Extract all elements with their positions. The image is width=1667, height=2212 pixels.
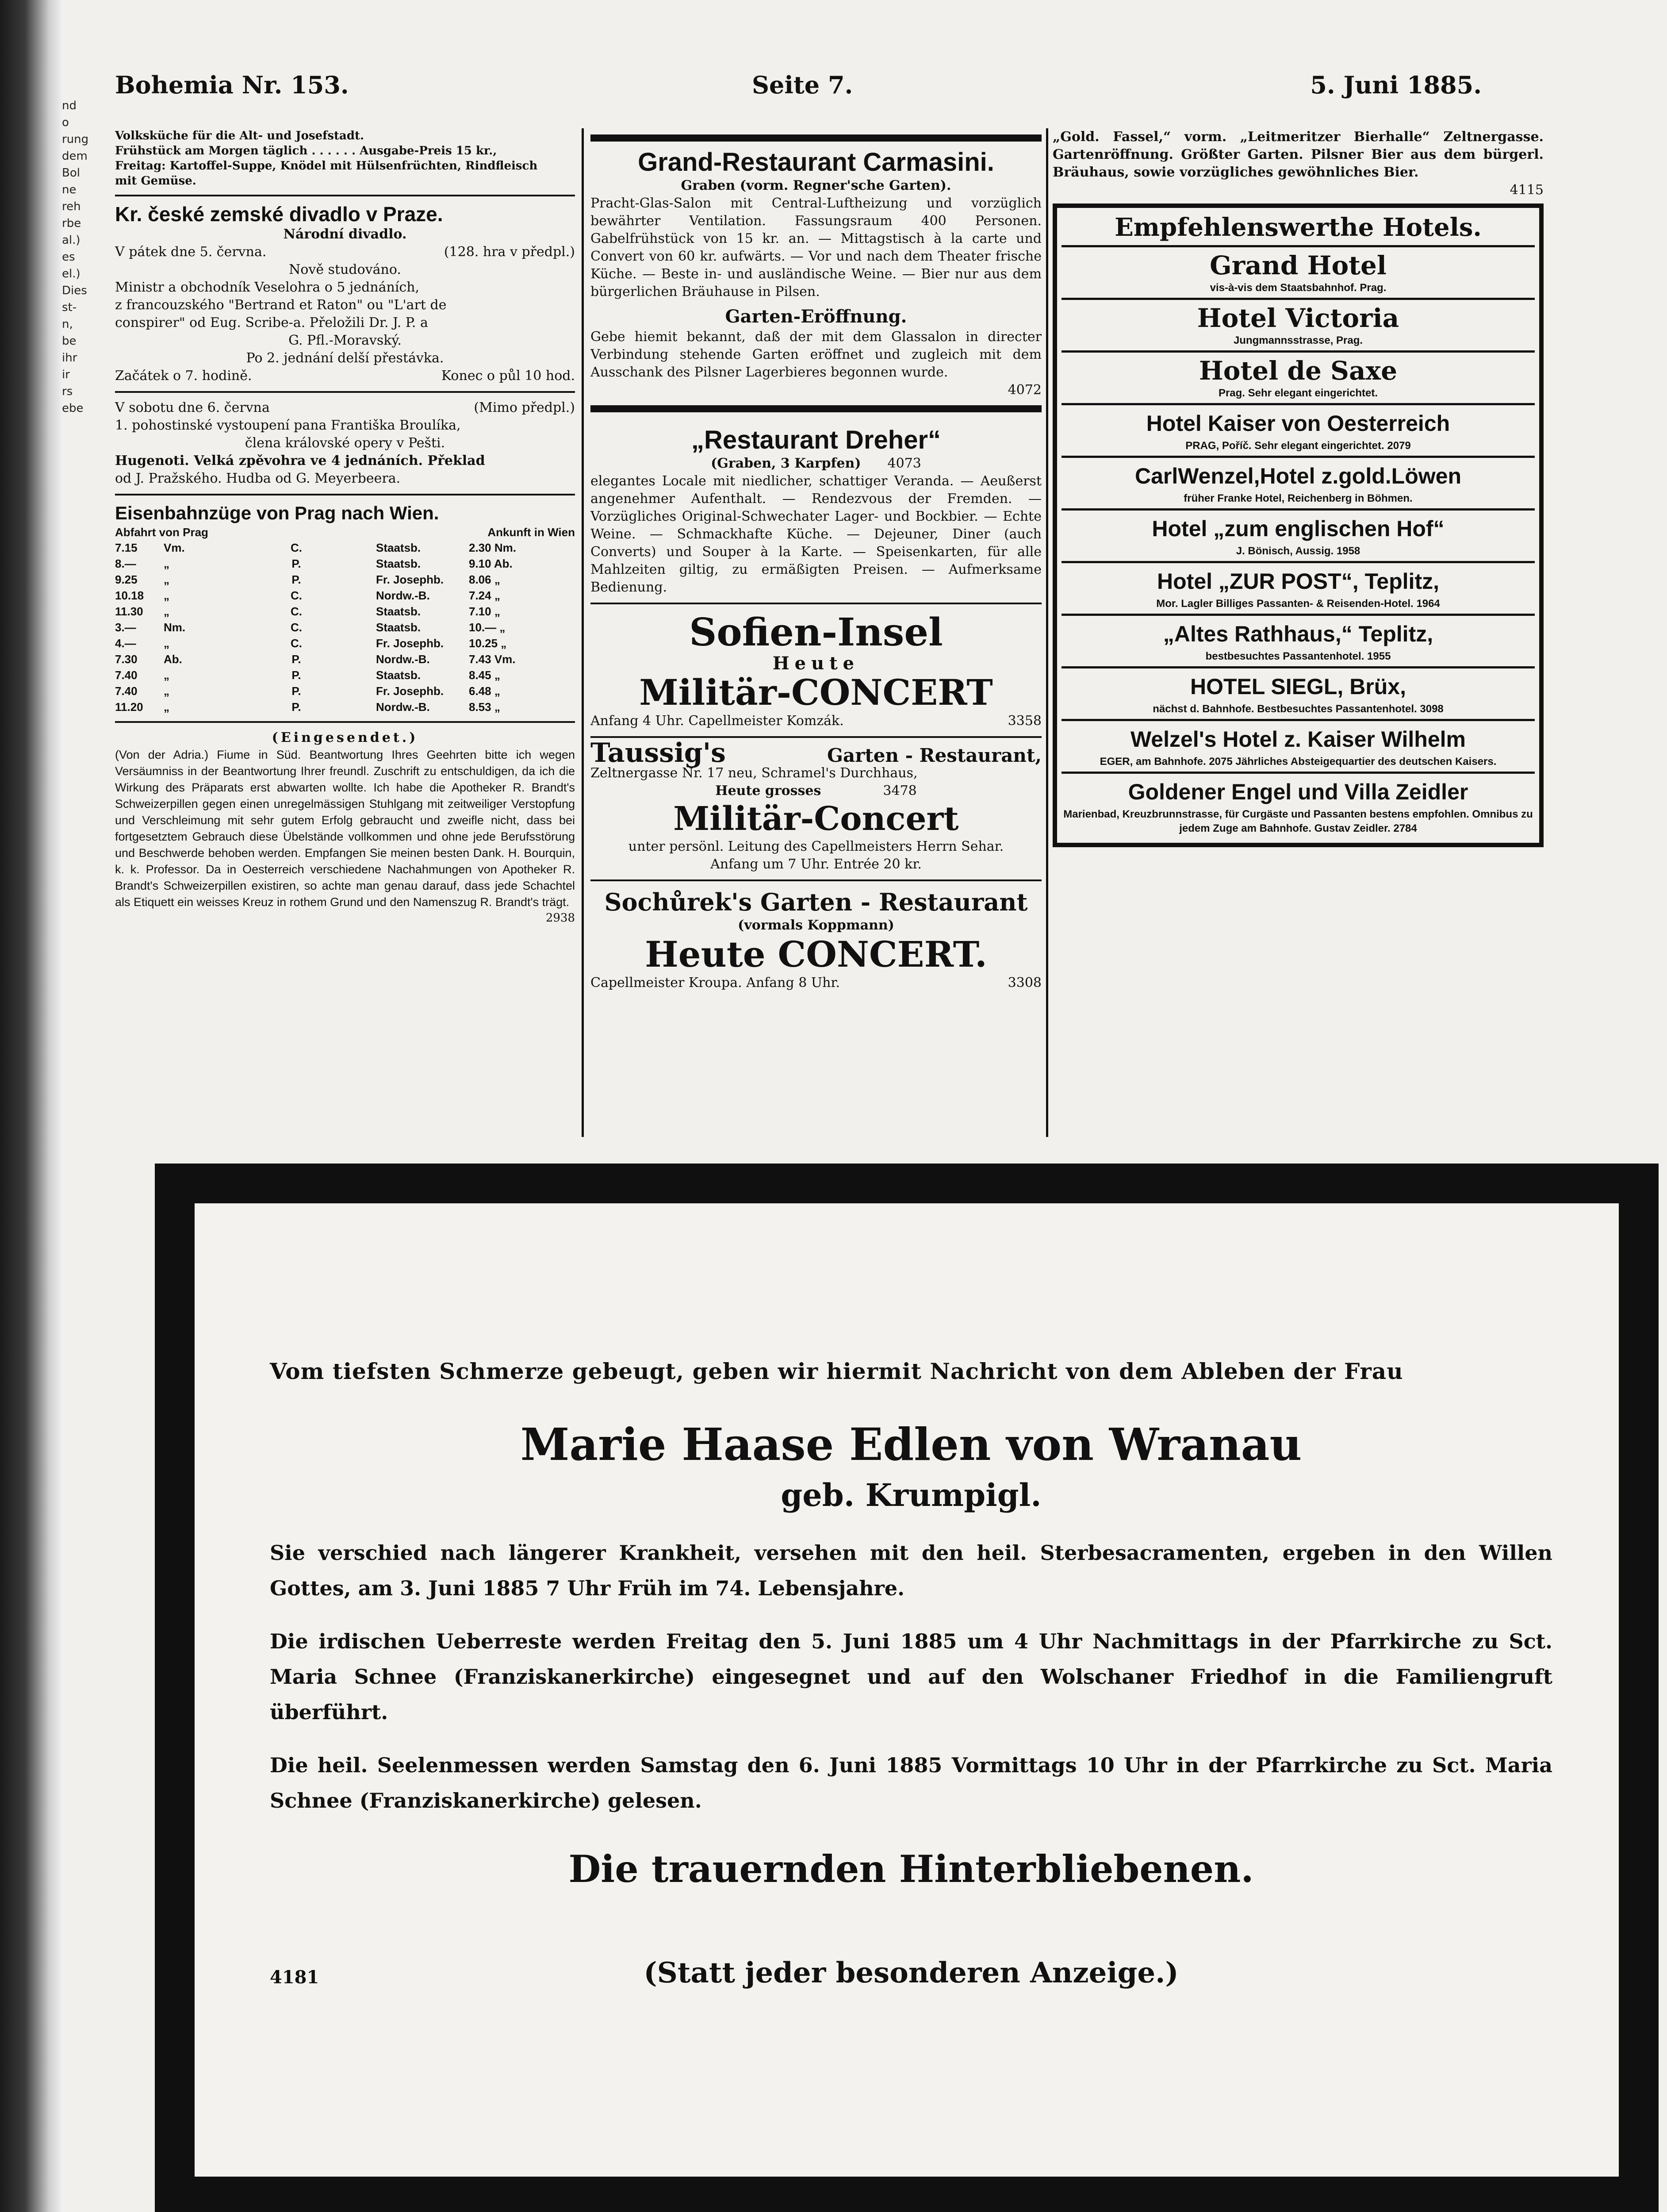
- taussig-concert: Militär-Concert: [673, 800, 959, 838]
- train-cell: Fr. Josephb.: [376, 684, 444, 698]
- train-row: [115, 619, 575, 635]
- dreher-text: elegantes Locale mit niedlicher, schattiger Veranda. — Aeußerst angenehmer Aufenthalt. — Rendezvous der Fremden. — Vorzügliches Original-Schwechater Lager- und Bockbier. — Echte Weine. — Schmackhafte Küche. — Dejeuner, Diner (auch Converts) und Souper à la Karte. — Speisenkarten, für alle Mahlzeiten giltig, zu ermäßigten Preisen. — Aufmerksame Bedienung.: [590, 473, 1042, 595]
- taussig-address: Zeltnergasse Nr. 17 neu, Schramel's Durchhaus,: [590, 765, 918, 781]
- train-cell: Vm.: [164, 541, 185, 554]
- train-cell: P.: [291, 557, 301, 570]
- train-cell: Staatsb.: [376, 621, 421, 634]
- friday-line: V pátek dne 5. června. (128. hra v předpl.): [115, 244, 575, 260]
- page-header: [115, 71, 1482, 106]
- train-cell: 9.25: [115, 573, 138, 586]
- notice-intro: Vom tiefsten Schmerze gebeugt, geben wir hiermit Nachricht von dem Ableben der Frau: [270, 1358, 1403, 1384]
- hotel-entry: [1062, 721, 1535, 774]
- column-1: [115, 128, 575, 926]
- hotel-subtitle: nächst d. Bahnhofe. Bestbesuchtes Passantenhotel. 3098: [1153, 703, 1444, 715]
- hotel-subtitle: früher Franke Hotel, Reichenberg in Böhmen.: [1184, 492, 1413, 504]
- train-row: [115, 572, 575, 588]
- taussig-line2: Anfang um 7 Uhr. Entrée 20 kr.: [710, 856, 922, 872]
- dreher-title: „Restaurant Dreher“: [691, 426, 941, 454]
- hotel-name: Hotel de Saxe: [1199, 356, 1397, 386]
- hotels-box: [1053, 204, 1544, 847]
- train-row: [115, 651, 575, 667]
- friday-play: Ministr a obchodník Veselohra o 5 jednáních,: [115, 280, 420, 295]
- train-row: [115, 588, 575, 603]
- trains-table: [115, 540, 575, 715]
- train-cell: C.: [291, 541, 302, 554]
- notice-paragraph-1: Sie verschied nach längerer Krankheit, versehen mit den heil. Sterbesacramenten, ergeben in den Willen Gottes, am 3. Juni 1885 7 Uhr Früh im 74. Lebensjahre.: [270, 1541, 1552, 1600]
- hotel-name: „Altes Rathhaus,“ Teplitz,: [1163, 622, 1433, 646]
- friday-play-4: G. Pfl.-Moravský.: [288, 333, 402, 348]
- friday-pause: Po 2. jednání delší přestávka.: [246, 350, 444, 366]
- sofien-title: Sofien-Insel: [689, 610, 943, 655]
- friday-times: Začátek o 7. hodině. Konec o půl 10 hod.: [115, 368, 575, 384]
- gold-fassel-ad: „Gold. Fassel,“ vorm. „Leitmeritzer Bierhalle“ Zeltnergasse. Gartenröffnung. Größter Garten. Pilsner Bier aus dem bürgerl. Bräuhaus, sowie vorzügliches gewöhnliches Bier.: [1053, 129, 1544, 180]
- sofien-heute: Heute: [772, 653, 860, 674]
- hotel-entry: [1062, 353, 1535, 405]
- hotel-subtitle: J. Bönisch, Aussig. 1958: [1236, 545, 1360, 557]
- train-cell: 7.40: [115, 684, 138, 698]
- hotel-name: Hotel „ZUR POST“, Teplitz,: [1157, 569, 1439, 594]
- notice-paragraph-3: Die heil. Seelenmessen werden Samstag den 6. Juni 1885 Vormittags 10 Uhr in der Pfarrkirche zu Sct. Maria Schnee (Franziskanerkirche) gelesen.: [270, 1753, 1552, 1813]
- notice-footer: 4181 (Statt jeder besonderen Anzeige.): [270, 1955, 1552, 1991]
- notice-signature: Die trauernden Hinterbliebenen.: [568, 1847, 1254, 1891]
- train-cell: 7.10 „: [469, 605, 500, 618]
- hotel-name: Hotel „zum englischen Hof“: [1152, 516, 1445, 541]
- train-cell: 3.—: [115, 621, 136, 634]
- train-cell: 8.53 „: [469, 700, 500, 714]
- hotel-subtitle: Marienbad, Kreuzbrunnstrasse, für Curgäste und Passanten bestens empfohlen. Omnibus zu jedem Zuge am Bahnhofe. Gustav Zeidler. 2784: [1063, 808, 1533, 834]
- column-3: [1053, 128, 1544, 847]
- carmasini-subtitle: Graben (vorm. Regner'sche Garten).: [681, 178, 951, 193]
- hotel-name: Goldener Engel und Villa Zeidler: [1128, 780, 1468, 804]
- hotel-entry: [1062, 458, 1535, 511]
- facing-page-fragments: nd o rung dem Bol ne reh rbe al.) es el.) Dies st- n, be ihr ir rs ebe: [62, 99, 89, 415]
- sochurek-concert: Heute CONCERT.: [645, 933, 987, 975]
- header-page-number: Seite 7.: [752, 71, 853, 99]
- train-cell: Nordw.-B.: [376, 589, 430, 602]
- train-cell: C.: [291, 637, 302, 650]
- train-cell: Staatsb.: [376, 605, 421, 618]
- train-cell: Staatsb.: [376, 668, 421, 682]
- train-cell: 7.24 „: [469, 589, 500, 602]
- death-notice: [155, 1164, 1659, 2212]
- header-date: 5. Juni 1885.: [1310, 71, 1482, 99]
- hotel-name: Grand Hotel: [1210, 250, 1387, 280]
- hotel-entry: [1062, 616, 1535, 668]
- train-cell: 11.20: [115, 700, 143, 714]
- hotels-box-title: Empfehlenswerthe Hotels.: [1062, 210, 1535, 247]
- train-cell: „: [164, 573, 169, 586]
- train-row: [115, 635, 575, 651]
- hotel-subtitle: vis-à-vis dem Staatsbahnhof. Prag.: [1210, 282, 1387, 294]
- hotels-list: [1062, 247, 1535, 838]
- train-cell: 6.48 „: [469, 684, 500, 698]
- column-rule-2: [1046, 128, 1048, 1137]
- saturday-guest: 1. pohostinské vystoupení pana Františka Broulíka,: [115, 418, 461, 433]
- notice-paragraph-2: Die irdischen Ueberreste werden Freitag den 5. Juni 1885 um 4 Uhr Nachmittags in der Pfarrkirche zu Sct. Maria Schnee (Franziskanerkirche) eingesegnet und auf den Wolschaner Friedhof in die Familiengruft überführt.: [270, 1629, 1552, 1724]
- hotel-entry: [1062, 300, 1535, 353]
- train-cell: P.: [291, 653, 301, 666]
- taussig-head: Taussig's Garten - Restaurant,: [590, 737, 1042, 768]
- hotel-entry: [1062, 774, 1535, 838]
- hotel-subtitle: PRAG, Poříč. Sehr elegant eingerichtet. 2079: [1185, 440, 1411, 452]
- hotel-entry: [1062, 511, 1535, 563]
- eingesendet-text: (Von der Adria.) Fiume in Süd. Beantwortung Ihres Geehrten bitte ich wegen Versäumniss in der Beantwortung Ihrer freundl. Zuschrift zu entschuldigen, da ich die Wirkung des Präparats erst abwarten wollte. Ich habe die Apotheker R. Brandt's Schweizerpillen gegen einen unregelmässigen Stuhlgang mit zeitweiliger Verstopfung und Verschleimung mit sehr gutem Erfolg gebraucht und zweifle nicht, dass bei fortgesetztem Gebrauch diese Übelstände vollkommen und ohne jede Berufsstörung und Beschwerde behoben werden. Empfangen Sie meinen besten Dank. H. Bourquin, k. k. Professor. Da in Oesterreich verschiedene Nachahmungen von Apotheker R. Brandt's Schweizerpillen existiren, so achte man genau darauf, dass jede Schachtel als Etiquett ein weisses Kreuz in rothem Grund und den Namenszug R. Brandt's trägt.: [115, 748, 575, 909]
- train-row: [115, 683, 575, 699]
- death-notice-content: [270, 1354, 1552, 1991]
- hotel-name: Hotel Victoria: [1197, 303, 1399, 333]
- train-cell: „: [164, 605, 169, 618]
- taussig-heute-row: Heute grosses 3478: [715, 783, 917, 799]
- train-cell: 10.25 „: [469, 637, 507, 650]
- friday-play-3: conspirer" od Eug. Scribe-a. Přeložili Dr. J. P. a: [115, 315, 428, 330]
- train-cell: Nordw.-B.: [376, 700, 430, 714]
- hotel-entry: [1062, 668, 1535, 721]
- train-cell: C.: [291, 621, 302, 634]
- train-row: [115, 699, 575, 715]
- hotel-name: Welzel's Hotel z. Kaiser Wilhelm: [1130, 727, 1466, 752]
- sochurek-title: Sochůrek's Garten - Restaurant: [604, 888, 1028, 916]
- train-cell: 7.15: [115, 541, 138, 554]
- train-cell: 10.— „: [469, 621, 506, 634]
- sochurek-line: Capellmeister Kroupa. Anfang 8 Uhr. 3308: [590, 975, 1042, 991]
- train-row: [115, 667, 575, 683]
- gold-fassel-number: 4115: [1510, 182, 1544, 198]
- train-row: [115, 540, 575, 556]
- notice-maiden-name: geb. Krumpigl.: [781, 1477, 1042, 1513]
- carmasini-title: Grand-Restaurant Carmasini.: [638, 148, 994, 177]
- hotel-entry: [1062, 563, 1535, 616]
- hotel-entry: [1062, 247, 1535, 300]
- hotel-name: CarlWenzel,Hotel z.gold.Löwen: [1134, 464, 1461, 488]
- friday-play-2: z francouzského "Bertrand et Raton" ou "L'art de: [115, 297, 447, 313]
- train-cell: Staatsb.: [376, 557, 421, 570]
- train-cell: 8.06 „: [469, 573, 500, 586]
- train-row: [115, 603, 575, 619]
- train-cell: „: [164, 557, 169, 570]
- hotel-name: Hotel Kaiser von Oesterreich: [1146, 411, 1450, 436]
- train-cell: P.: [291, 700, 301, 714]
- column-2: [590, 128, 1042, 992]
- train-cell: 2.30 Nm.: [469, 541, 516, 554]
- train-cell: 10.18: [115, 589, 144, 602]
- train-cell: C.: [291, 589, 302, 602]
- hotel-entry: [1062, 405, 1535, 458]
- garten-number: 4072: [1008, 382, 1042, 398]
- train-row: [115, 556, 575, 572]
- book-spine: [0, 0, 62, 2212]
- hotel-subtitle: Mor. Lagler Billiges Passanten- & Reisenden-Hotel. 1964: [1156, 598, 1440, 610]
- train-cell: P.: [291, 668, 301, 682]
- sochurek-subtitle: (vormals Koppmann): [738, 918, 894, 933]
- train-cell: 11.30: [115, 605, 143, 618]
- saturday-guest-2: člena královské opery v Pešti.: [245, 435, 445, 451]
- trains-title: Eisenbahnzüge von Prag nach Wien.: [115, 503, 439, 523]
- train-cell: 8.45 „: [469, 668, 500, 682]
- saturday-opera: Hugenoti. Velká zpěvohra ve 4 jednáních. Překlad: [115, 453, 485, 469]
- train-cell: 4.—: [115, 637, 136, 650]
- hotel-subtitle: EGER, am Bahnhofe. 2075 Jährliches Absteigequartier des deutschen Kaisers.: [1100, 756, 1497, 768]
- eingesendet-number: 2938: [545, 911, 575, 925]
- saturday-opera-2: od J. Pražského. Hudba od G. Meyerbeera.: [115, 471, 401, 486]
- train-cell: „: [164, 668, 169, 682]
- train-cell: Nordw.-B.: [376, 653, 430, 666]
- train-cell: 7.43 Vm.: [469, 653, 516, 666]
- train-cell: 8.—: [115, 557, 136, 570]
- garten-title: Garten-Eröffnung.: [725, 306, 907, 327]
- train-cell: 7.40: [115, 668, 138, 682]
- dreher-subtitle-row: (Graben, 3 Karpfen) 4073: [711, 456, 921, 471]
- theatre-title: Kr. české zemské divadlo v Praze.: [115, 203, 443, 226]
- volkskueche-ad: Volksküche für die Alt- und Josefstadt. Frühstück am Morgen täglich . . . . . . Ausgabe-Preis 15 kr., Freitag: Kartoffel-Suppe, Knödel mit Hülsenfrüchten, Rindfleisch mit Gemüse.: [115, 129, 538, 188]
- theatre-subtitle: Národní divadlo.: [283, 227, 407, 242]
- train-cell: P.: [291, 573, 301, 586]
- train-cell: „: [164, 589, 169, 602]
- newspaper-page: [62, 0, 1667, 2212]
- hotel-subtitle: bestbesuchtes Passantenhotel. 1955: [1205, 650, 1391, 662]
- train-cell: „: [164, 637, 169, 650]
- train-cell: Fr. Josephb.: [376, 637, 444, 650]
- eingesendet-title: (Eingesendet.): [272, 730, 418, 745]
- carmasini-text: Pracht-Glas-Salon mit Central-Luftheizung und vorzüglich bewährter Ventilation. Fassungsraum 400 Personen. Gabelfrühstück von 15 kr. an. — Mittagstisch à la carte und Convert von 60 kr. aufwärts. — Vor und nach dem Theater frische Küche. — Beste in- und ausländische Weine. — Bier nur aus dem bürgerlichen Bräuhause in Pilsen.: [590, 196, 1042, 300]
- train-cell: Nm.: [164, 621, 186, 634]
- friday-note: Nově studováno.: [289, 262, 401, 277]
- sofien-concert: Militär-CONCERT: [639, 672, 993, 713]
- train-cell: Staatsb.: [376, 541, 421, 554]
- train-cell: C.: [291, 605, 302, 618]
- garten-text: Gebe hiemit bekannt, daß der mit dem Glassalon in directer Verbindung stehende Garten eröffnet und zugleich mit dem Ausschank des Pilsner Lagerbieres begonnen wurde.: [590, 329, 1042, 380]
- trains-header: Abfahrt von Prag Ankunft in Wien: [115, 526, 575, 539]
- train-cell: Fr. Josephb.: [376, 573, 444, 586]
- column-rule-1: [582, 128, 584, 1137]
- train-cell: Ab.: [164, 653, 182, 666]
- notice-number: 4181: [270, 1967, 319, 1988]
- train-cell: „: [164, 700, 169, 714]
- train-cell: „: [164, 684, 169, 698]
- notice-deceased-name: Marie Haase Edlen von Wranau: [520, 1418, 1302, 1471]
- saturday-line: V sobotu dne 6. června (Mimo předpl.): [115, 400, 575, 415]
- sofien-line: Anfang 4 Uhr. Capellmeister Komzák. 3358: [590, 713, 1042, 729]
- train-cell: P.: [291, 684, 301, 698]
- train-cell: 7.30: [115, 653, 138, 666]
- header-title: Bohemia Nr. 153.: [115, 71, 349, 99]
- hotel-subtitle: Jungmannsstrasse, Prag.: [1233, 334, 1363, 346]
- train-cell: 9.10 Ab.: [469, 557, 513, 570]
- hotel-name: HOTEL SIEGL, Brüx,: [1190, 674, 1406, 699]
- taussig-line1: unter persönl. Leitung des Capellmeisters Herrn Sehar.: [628, 839, 1004, 854]
- hotel-subtitle: Prag. Sehr elegant eingerichtet.: [1218, 387, 1378, 399]
